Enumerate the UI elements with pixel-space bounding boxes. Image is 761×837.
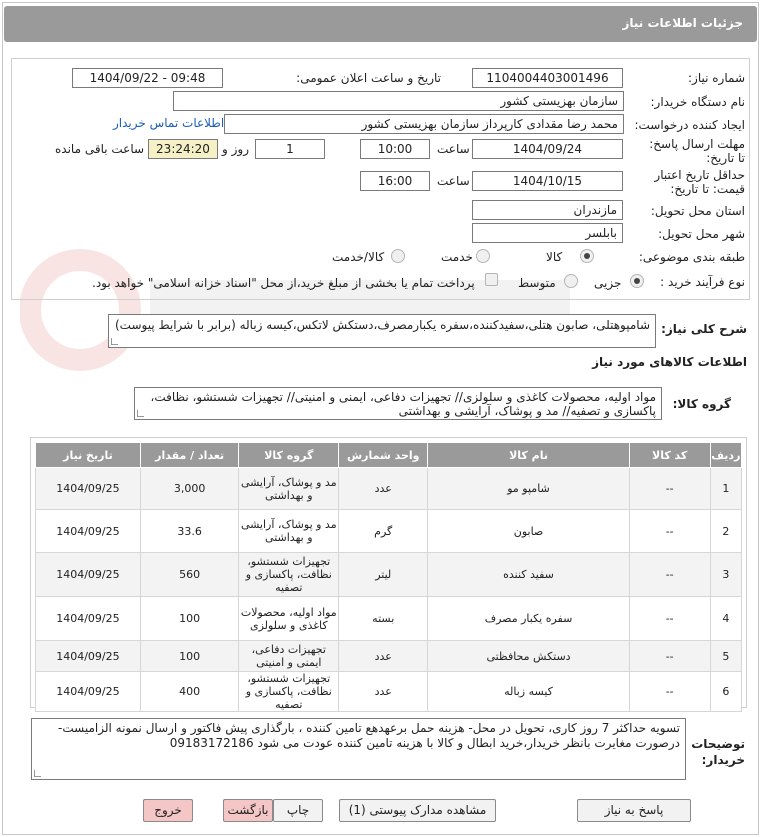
cell-date: 1404/09/25 <box>36 672 141 712</box>
province-label: استان محل تحویل: <box>650 204 745 218</box>
creator-label: ایجاد کننده درخواست: <box>634 118 745 132</box>
header-bar <box>4 6 757 42</box>
cell-date: 1404/09/25 <box>36 597 141 641</box>
table-row <box>36 553 742 597</box>
cell-row: 4 <box>710 597 741 641</box>
cell-unit: عدد <box>339 468 428 510</box>
cell-qty: 560 <box>140 553 239 597</box>
print-button[interactable]: چاپ <box>273 799 323 822</box>
col-row: ردیف <box>710 443 741 468</box>
category-option-service: خدمت <box>441 250 473 264</box>
category-option-goods: کالا <box>546 250 563 264</box>
table-header-row <box>36 443 742 468</box>
table-row <box>36 597 742 641</box>
cell-code: -- <box>629 510 710 553</box>
cell-code: -- <box>629 672 710 712</box>
validity-label: حداقل تاریخ اعتبار قیمت: تا تاریخ: <box>654 168 745 196</box>
deadline-label: مهلت ارسال پاسخ: تا تاریخ: <box>649 137 745 165</box>
description-text: شامپوهتلی، صابون هتلی،سفیدکننده،سفره یکبارمصرف،دستکش لاتکس،کیسه زباله (برابر با شرایط پیوست) <box>114 318 650 332</box>
days-field: 1 <box>255 139 325 159</box>
back-button[interactable]: بازگشت <box>223 799 273 822</box>
process-radio-medium[interactable] <box>564 274 578 288</box>
goods-group-label: گروه کالا: <box>672 397 731 411</box>
cell-qty: 100 <box>140 597 239 641</box>
announce-label: تاریخ و ساعت اعلان عمومی: <box>296 71 441 85</box>
buyer-org-field: سازمان بهزیستی کشور <box>173 91 624 111</box>
need-number-label: شماره نیاز: <box>688 71 745 85</box>
cell-name: کیسه زباله <box>428 672 629 712</box>
announce-field: 1404/09/22 - 09:48 <box>72 68 223 88</box>
reply-button[interactable]: پاسخ به نیاز <box>577 799 691 822</box>
col-date: تاریخ نیاز <box>36 443 141 468</box>
cell-qty: 100 <box>140 641 239 672</box>
validity-time-label: ساعت <box>437 174 470 188</box>
col-group: گروه کالا <box>239 443 339 468</box>
remaining-label: ساعت باقی مانده <box>55 142 145 156</box>
col-code: کد کالا <box>629 443 710 468</box>
contact-info-link[interactable]: اطلاعات تماس خریدار <box>113 116 225 130</box>
city-field: بابلسر <box>472 223 623 243</box>
cell-code: -- <box>629 641 710 672</box>
cell-group: مواد اولیه، محصولات کاغذی و سلولزی <box>239 597 339 641</box>
category-radio-service[interactable] <box>476 249 490 263</box>
attachments-button[interactable]: مشاهده مدارک پیوستی (1) <box>339 799 496 822</box>
buyer-org-label: نام دستگاه خریدار: <box>650 95 745 109</box>
cell-date: 1404/09/25 <box>36 468 141 510</box>
cell-group: مد و پوشاک، آرایشی و بهداشتی <box>239 468 339 510</box>
cell-code: -- <box>629 553 710 597</box>
remaining-time-field: 23:24:20 <box>148 139 218 159</box>
exit-button[interactable]: خروج <box>143 799 193 822</box>
cell-group: تجهیزات شستشو، نظافت، پاکسازی و تصفیه <box>239 553 339 597</box>
notes-label: توضیحات خریدار: <box>691 737 745 767</box>
cell-date: 1404/09/25 <box>36 553 141 597</box>
cell-unit: گرم <box>339 510 428 553</box>
table-row <box>36 468 742 510</box>
table-row <box>36 641 742 672</box>
cell-group: تجهیزات دفاعی، ایمنی و امنیتی <box>239 641 339 672</box>
cell-row: 1 <box>710 468 741 510</box>
cell-code: -- <box>629 597 710 641</box>
resize-grip-icon[interactable] <box>111 338 118 345</box>
process-option-minor: جزیی <box>594 276 622 290</box>
goods-group-textarea[interactable] <box>134 387 662 420</box>
table-row <box>36 510 742 553</box>
category-radio-goods-service[interactable] <box>391 249 405 263</box>
cell-row: 5 <box>710 641 741 672</box>
cell-name: شامپو مو <box>428 468 629 510</box>
creator-field: محمد رضا مقدادی کارپرداز سازمان بهزیستی کشور <box>224 114 624 134</box>
cell-name: سفید کننده <box>428 553 629 597</box>
notes-text: تسویه حداکثر 7 روز کاری، تحویل در محل- هزینه حمل برعهدهع تامین کننده ، بارگذاری پیش فاکتور و ارسال نمونه الزامیست-درصورت مغایرت بانظر خریدار،خرید ابطال و کالا با هزینه تامین کننده عودت می شود 09183172186 <box>58 721 680 750</box>
category-radio-goods[interactable] <box>580 249 594 263</box>
cell-unit: عدد <box>339 672 428 712</box>
category-option-goods-service: کالا/خدمت <box>332 250 385 264</box>
cell-qty: 3,000 <box>140 468 239 510</box>
cell-group: تجهیزات شستشو، نظافت، پاکسازی و تصفیه <box>239 672 339 712</box>
process-option-medium: متوسط <box>518 276 556 290</box>
process-radio-minor[interactable] <box>630 274 644 288</box>
col-qty: تعداد / مقدار <box>140 443 239 468</box>
col-unit: واحد شمارش <box>339 443 428 468</box>
table-row <box>36 672 742 712</box>
treasury-checkbox[interactable] <box>485 273 498 286</box>
cell-name: سفره یکبار مصرف <box>428 597 629 641</box>
cell-group: مد و پوشاک، آرایشی و بهداشتی <box>239 510 339 553</box>
goods-group-text: مواد اولیه، محصولات کاغذی و سلولزی// تجهیزات دفاعی، ایمنی و امنیتی// تجهیزات شستشو، نظافت، پاکسازی و تصفیه// مد و پوشاک، آرایشی و بهداشتی <box>150 390 656 418</box>
cell-name: صابون <box>428 510 629 553</box>
deadline-time-label: ساعت <box>437 142 470 156</box>
cell-date: 1404/09/25 <box>36 510 141 553</box>
goods-table <box>35 442 742 712</box>
resize-grip-icon[interactable] <box>34 770 41 777</box>
col-name: نام کالا <box>428 443 629 468</box>
description-label: شرح کلی نیاز: <box>661 322 747 336</box>
validity-time-field: 16:00 <box>360 171 430 191</box>
cell-unit: لیتر <box>339 553 428 597</box>
goods-table-container <box>30 437 747 711</box>
cell-row: 2 <box>710 510 741 553</box>
cell-unit: بسته <box>339 597 428 641</box>
cell-name: دستکش محافظتی <box>428 641 629 672</box>
resize-grip-icon[interactable] <box>137 410 144 417</box>
validity-date-field: 1404/10/15 <box>472 171 623 191</box>
cell-row: 6 <box>710 672 741 712</box>
cell-code: -- <box>629 468 710 510</box>
payment-note: پرداخت تمام یا بخشی از مبلغ خرید،از محل "اسناد خزانه اسلامی" خواهد بود. <box>92 276 475 290</box>
cell-row: 3 <box>710 553 741 597</box>
process-label: نوع فرآیند خرید : <box>660 275 745 289</box>
city-label: شهر محل تحویل: <box>658 227 745 241</box>
cell-qty: 400 <box>140 672 239 712</box>
category-label: طبقه بندی موضوعی: <box>638 250 745 264</box>
deadline-date-field: 1404/09/24 <box>472 139 623 159</box>
cell-qty: 33.6 <box>140 510 239 553</box>
province-field: مازندران <box>472 200 623 220</box>
need-number-field: 1104004403001496 <box>472 68 623 88</box>
deadline-time-field: 10:00 <box>360 139 430 159</box>
page-title: جزئیات اطلاعات نیاز <box>622 16 743 30</box>
description-textarea[interactable] <box>108 314 656 348</box>
cell-unit: عدد <box>339 641 428 672</box>
cell-date: 1404/09/25 <box>36 641 141 672</box>
days-label: روز و <box>222 142 249 156</box>
notes-textarea[interactable] <box>31 718 686 780</box>
goods-info-title: اطلاعات کالاهای مورد نیاز <box>592 355 747 369</box>
